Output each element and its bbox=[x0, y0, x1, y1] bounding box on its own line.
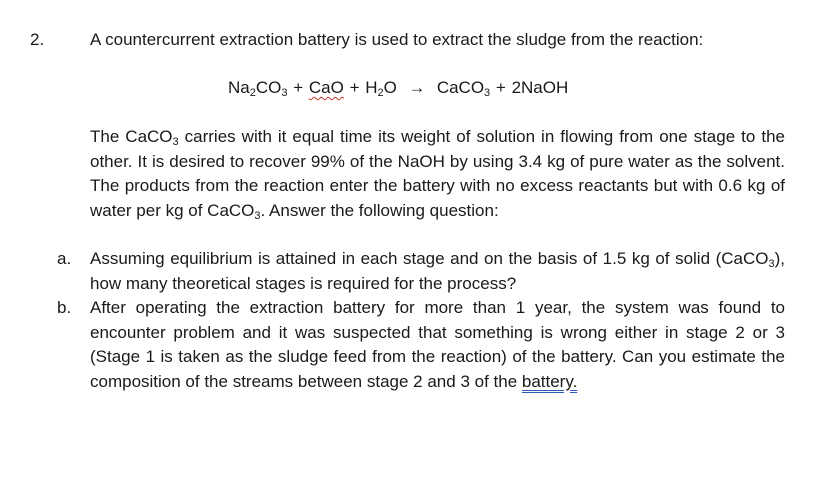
grammar-underlined-word: battery. bbox=[521, 371, 578, 391]
plus-sign: + bbox=[293, 78, 304, 97]
question-number: 2. bbox=[30, 30, 45, 49]
problem-paragraph: The CaCO$_3$ carries with it equal time its weight of solution in flowing from one stage to the other. It is desired to recover 99% of the NaOH by using 3.4 kg of pure water as the solvent. The products from the reaction enter the battery with no excess reactants but with 0.6 kg of water per kg of CaCO$_3$. Answer the following question: bbox=[90, 127, 785, 222]
chemical-equation bbox=[228, 76, 568, 101]
question-list bbox=[57, 247, 785, 394]
reactant-cao: CaO bbox=[308, 78, 344, 97]
reaction-arrow: → bbox=[408, 78, 426, 97]
reactant-na2co3: $Na_2CO_3$ bbox=[228, 78, 288, 99]
list-item bbox=[57, 247, 785, 296]
item-label: b. bbox=[57, 298, 72, 317]
item-text: After operating the extraction battery for more than 1 year, the system was found to encounter problem and it was suspected that something is wrong either in stage 2 or 3 (Stage 1 is taken as the sludge feed from the reaction) of the battery. Can you estimate the composition of the streams between stage 2 and 3 of the battery. bbox=[90, 298, 785, 391]
plus-sign: + bbox=[349, 78, 360, 97]
product-caco3: CaCO$_3$ bbox=[436, 78, 491, 99]
list-item bbox=[57, 296, 785, 394]
reactant-h2o: $H_2O$ bbox=[365, 78, 397, 99]
item-label: a. bbox=[57, 249, 72, 268]
plus-sign: + bbox=[495, 78, 506, 97]
item-text: Assuming equilibrium is attained in each stage and on the basis of 1.5 kg of solid (CaCO$_3$), how many theoretical stages is required for the process? bbox=[90, 249, 785, 293]
product-naoh: 2NaOH bbox=[511, 78, 569, 97]
question-title: A countercurrent extraction battery is used to extract the sludge from the reaction: bbox=[90, 30, 704, 49]
